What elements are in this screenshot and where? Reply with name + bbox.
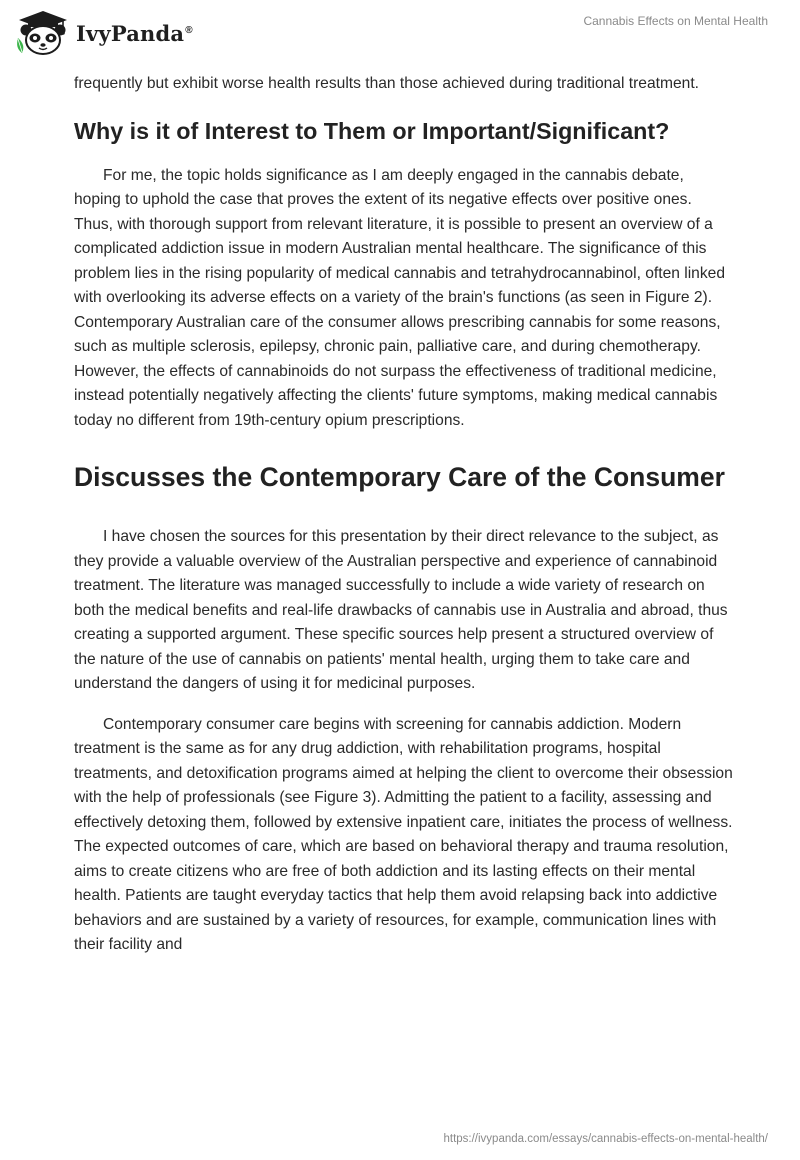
sources-paragraph: I have chosen the sources for this presentation by their direct relevance to the subject, as they provide a valuable overview of the Australian perspective and experience of cannabinoid treatment. The literature was managed successfully to include a wide variety of research on both the medical benefits and real-life drawbacks of cannabis use in Australia and abroad, thus creating a supported argument. These specific sources help present a structured overview of the nature of the use of cannabis on patients' mental health, urging them to take care and understand the dangers of using it for medicinal purposes.	[74, 528, 728, 692]
page-header	[0, 0, 800, 70]
logo-text: IvyPanda®	[76, 20, 193, 46]
footer-source-url[interactable]: https://ivypanda.com/essays/cannabis-effects-on-mental-health/	[443, 1133, 768, 1145]
section-heading-significance: Why is it of Interest to Them or Important/Significant?	[74, 117, 670, 144]
essay-content	[74, 72, 734, 958]
document-title: Cannabis Effects on Mental Health	[583, 14, 768, 28]
ivypanda-logo[interactable]	[14, 8, 193, 58]
panda-logo-icon	[14, 8, 72, 58]
registered-mark: ®	[185, 24, 193, 36]
intro-continuation-paragraph: frequently but exhibit worse health results than those achieved during traditional treatment.	[74, 75, 699, 92]
consumer-care-paragraph: Contemporary consumer care begins with screening for cannabis addiction. Modern treatment is the same as for any drug addiction, with rehabilitation programs, hospital treatments, and detoxification programs aimed at helping the client to overcome their obsession with the help of professionals (see Figure 3). Admitting the patient to a facility, assessing and effectively detoxing them, followed by extensive inpatient care, initiates the process of wellness. The expected outcomes of care, which are based on behavioral therapy and trauma resolution, aims to create citizens who are free of both addiction and its lasting effects on their mental health. Patients are taught everyday tactics that help them avoid relapsing back into addictive behaviors and are sustained by a variety of resources, for example, communication lines with their facility and	[74, 715, 733, 953]
section-heading-contemporary-care: Discusses the Contemporary Care of the Consumer	[74, 462, 725, 492]
significance-paragraph: For me, the topic holds significance as I am deeply engaged in the cannabis debate, hoping to uphold the case that proves the extent of its negative effects over positive ones. Thus, with thorough support from relevant literature, it is possible to present an overview of a complicated addiction issue in modern Australian mental healthcare. The significance of this problem lies in the rising popularity of medical cannabis and tetrahydrocannabinol, often linked with overlooking its adverse effects on a variety of the brain's functions (as seen in Figure 2). Contemporary Australian care of the consumer allows prescribing cannabis for some reasons, such as multiple sclerosis, epilepsy, chronic pain, palliative care, and during chemotherapy. However, the effects of cannabinoids do not surpass the effectiveness of traditional medicine, instead potentially negatively affecting the clients' future symptoms, making medical cannabis today no different from 19th-century opium prescriptions.	[74, 166, 725, 429]
